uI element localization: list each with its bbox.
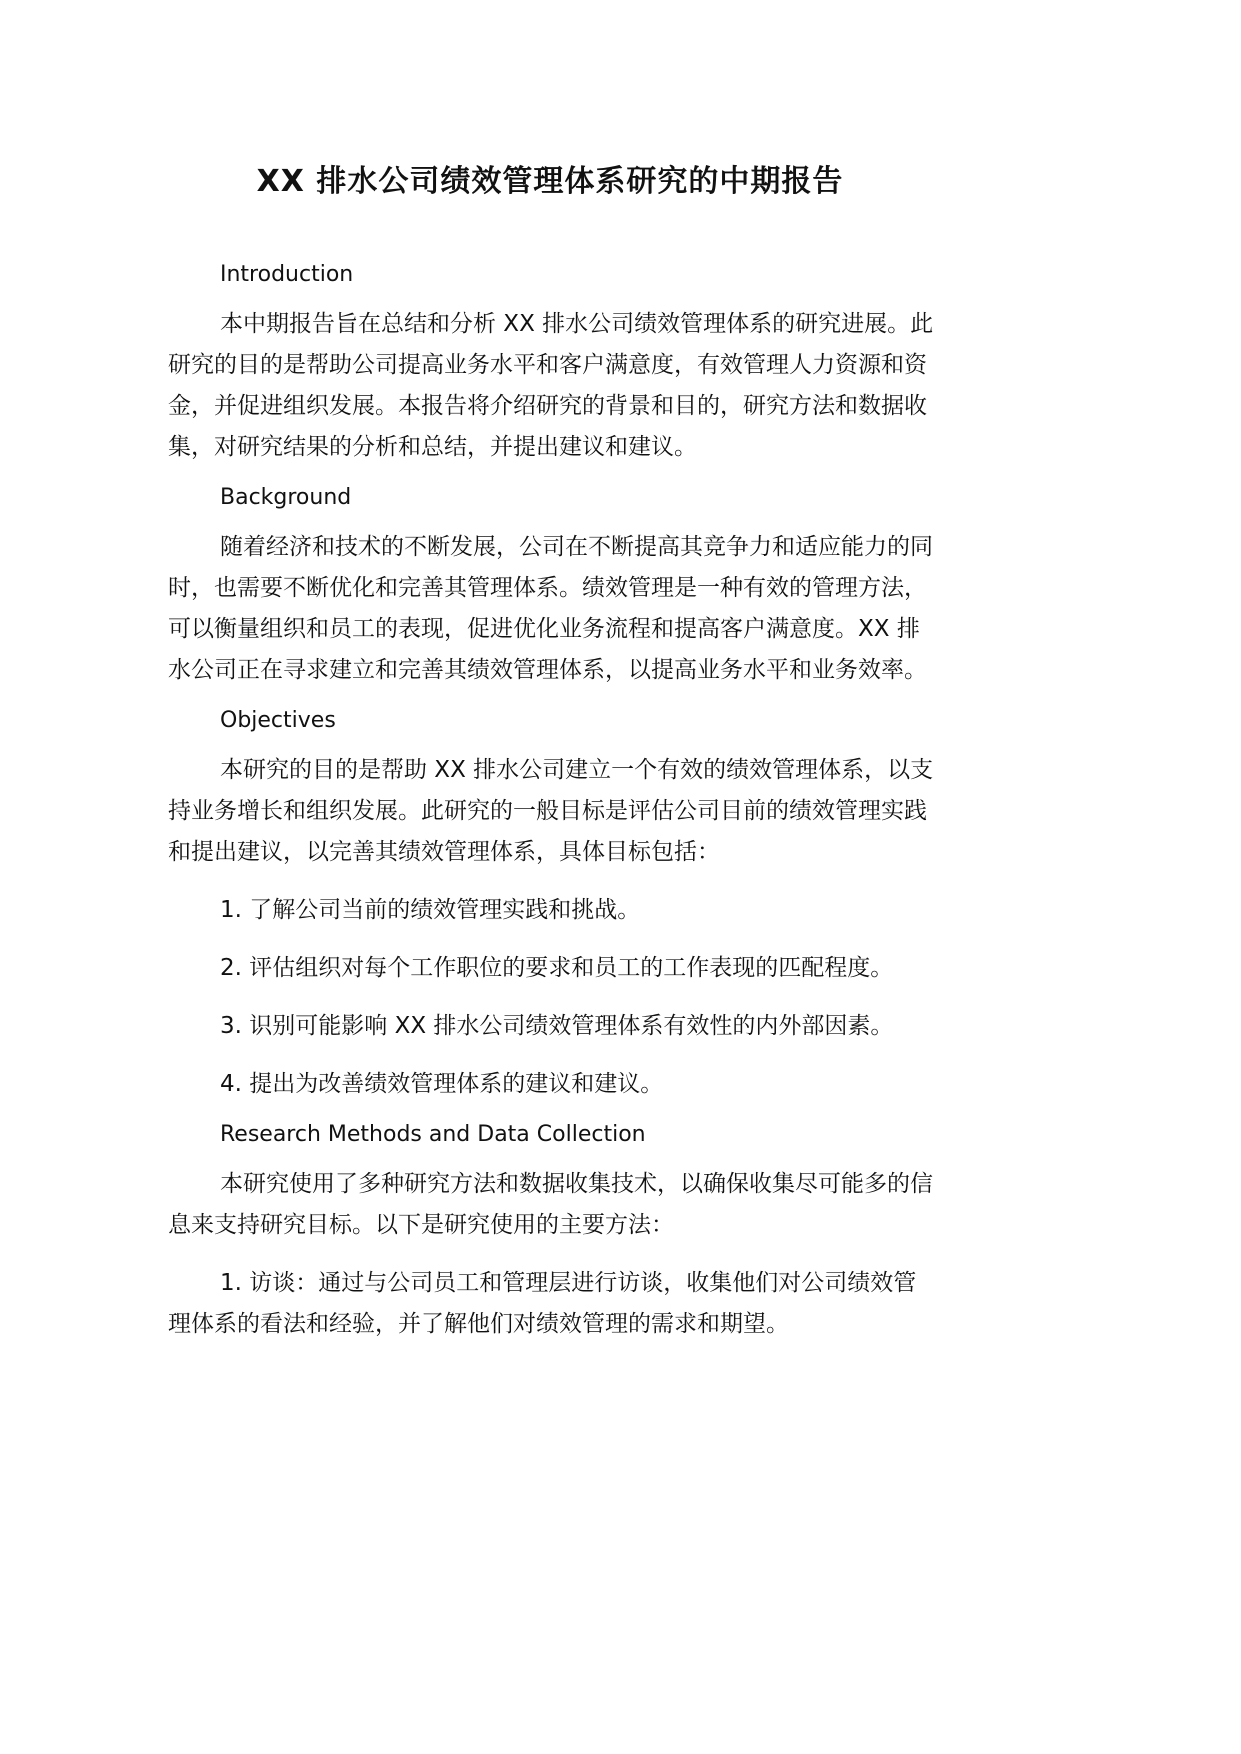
document-body bbox=[168, 254, 938, 1362]
section-heading-objectives: Objectives bbox=[220, 708, 336, 733]
section-heading-introduction: Introduction bbox=[220, 262, 354, 287]
methods-paragraph: 本研究使用了多种研究方法和数据收集技术，以确保收集尽可能多的信息来支持研究目标。以下是研究使用的主要方法： bbox=[168, 1171, 933, 1238]
objective-item-3: 3. 识别可能影响 XX 排水公司绩效管理体系有效性的内外部因素。 bbox=[220, 1013, 894, 1039]
section-heading-background: Background bbox=[220, 485, 352, 510]
document-title: XX 排水公司绩效管理体系研究的中期报告 bbox=[256, 164, 844, 199]
objective-item-2: 2. 评估组织对每个工作职位的要求和员工的工作表现的匹配程度。 bbox=[220, 955, 894, 981]
background-paragraph: 随着经济和技术的不断发展，公司在不断提高其竞争力和适应能力的同时，也需要不断优化和完善其管理体系。绩效管理是一种有效的管理方法，可以衡量组织和员工的表现，促进优化业务流程和提高客户满意度。XX 排水公司正在寻求建立和完善其绩效管理体系，以提高业务水平和业务效率。 bbox=[168, 534, 933, 683]
objectives-paragraph: 本研究的目的是帮助 XX 排水公司建立一个有效的绩效管理体系，以支持业务增长和组织发展。此研究的一般目标是评估公司目前的绩效管理实践和提出建议，以完善其绩效管理体系，具体目标包括： bbox=[168, 757, 934, 865]
objective-item-4: 4. 提出为改善绩效管理体系的建议和建议。 bbox=[220, 1071, 664, 1097]
method-item-1: 1. 访谈：通过与公司员工和管理层进行访谈，收集他们对公司绩效管理体系的看法和经验，并了解他们对绩效管理的需求和期望。 bbox=[168, 1270, 917, 1337]
objective-item-1: 1. 了解公司当前的绩效管理实践和挑战。 bbox=[220, 897, 641, 923]
introduction-paragraph: 本中期报告旨在总结和分析 XX 排水公司绩效管理体系的研究进展。此研究的目的是帮助公司提高业务水平和客户满意度，有效管理人力资源和资金，并促进组织发展。本报告将介绍研究的背景和目的，研究方法和数据收集，对研究结果的分析和总结，并提出建议和建议。 bbox=[168, 311, 934, 460]
section-heading-methods: Research Methods and Data Collection bbox=[220, 1122, 646, 1147]
